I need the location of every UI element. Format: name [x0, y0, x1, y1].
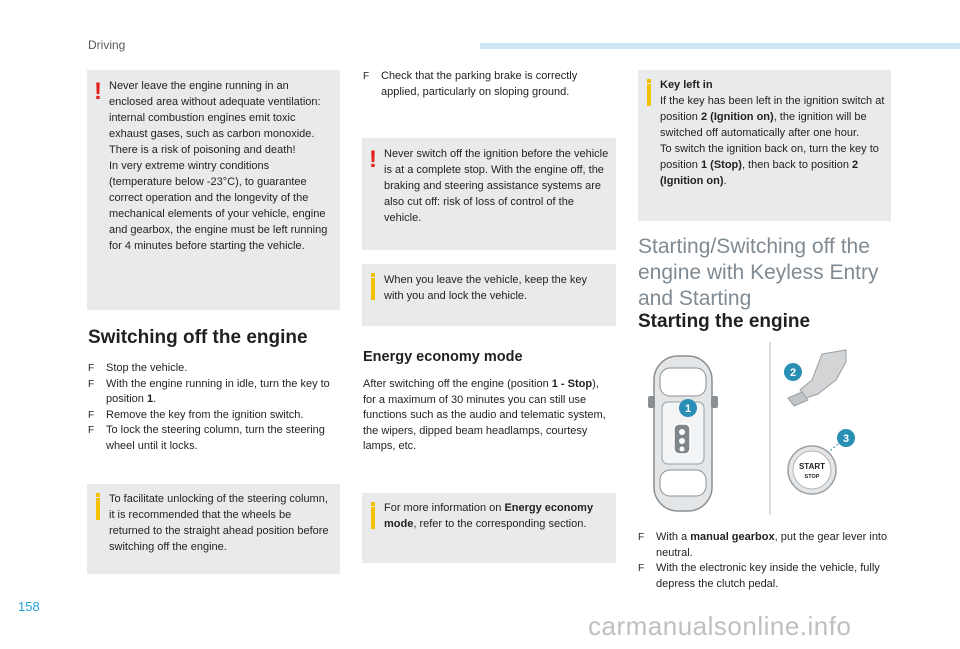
start-stop-button-icon	[788, 446, 836, 494]
chapter-title: Starting/Switching off the engine with Keyless Entry and Starting	[638, 235, 879, 310]
header-bar	[480, 43, 960, 49]
info-text: To facilitate unlocking of the steering column, it is recommended that the wheels be returned to the straight ahead position before switching off the engine.	[109, 493, 329, 553]
info-icon	[371, 278, 375, 300]
warning-icon: !	[94, 78, 102, 105]
list-item: F With the engine running in idle, turn the key to position 1.	[88, 377, 340, 408]
info-title: Key left in	[660, 79, 713, 91]
step-list	[363, 69, 613, 100]
list-item: F With the electronic key inside the vehicle, fully depress the clutch pedal.	[638, 561, 890, 592]
info-icon	[96, 498, 100, 520]
info-text: When you leave the vehicle, keep the key with you and lock the vehicle.	[384, 274, 588, 302]
callout-3	[826, 429, 855, 454]
warning-text: Never leave the engine running in an enclosed area without adequate ventilation: internal combustion engines emit toxic exhaust gases, such as carbon monoxide. There is a risk of poisoning and death!	[109, 80, 321, 156]
list-item: F Stop the vehicle.	[88, 361, 340, 377]
section-heading: Switching off the engine	[88, 327, 308, 348]
eco-paragraph: After switching off the engine (position 1 - Stop), for a maximum of 30 minutes you can still use functions such as the audio and telematic system, the wipers, dipped beam headlamps, courtesy lamps, etc.	[363, 378, 606, 452]
svg-text:START: START	[798, 462, 826, 471]
section-label: Driving	[88, 38, 126, 52]
info-text: To switch the ignition back on, turn the key to position 1 (Stop), then back to position 2 (Ignition on).	[660, 143, 879, 187]
callout-2	[784, 363, 802, 381]
step-list	[88, 361, 340, 454]
keyless-start-illustration	[640, 340, 880, 520]
info-box-key	[362, 264, 616, 326]
watermark: carmanualsonline.info	[588, 611, 852, 641]
page-number: 158	[18, 599, 40, 614]
sub-heading: Energy economy mode	[363, 349, 523, 365]
info-box-energy	[362, 493, 616, 563]
info-icon	[371, 507, 375, 529]
svg-text:1: 1	[684, 403, 692, 415]
list-item: F With a manual gearbox, put the gear lever into neutral.	[638, 530, 890, 561]
callout-1	[679, 399, 697, 417]
info-text: For more information on Energy economy mode, refer to the corresponding section.	[384, 502, 594, 530]
list-item: F To lock the steering column, turn the steering wheel until it locks.	[88, 423, 340, 454]
info-icon	[647, 84, 651, 106]
warning-box-engine-running	[87, 70, 340, 310]
step-list	[638, 530, 890, 592]
warning-icon: !	[369, 146, 377, 173]
svg-text:STOP: STOP	[804, 474, 820, 480]
svg-text:3: 3	[842, 433, 850, 445]
section-heading: Starting the engine	[638, 311, 811, 332]
list-item: F Remove the key from the ignition switch.	[88, 408, 340, 424]
warning-text: In very extreme wintry conditions (temperature below -23°C), to guarantee correct operation and the longevity of the mechanical elements of your vehicle, engine and gearbox, the engine must be left running for 4 minutes before starting the vehicle.	[109, 160, 328, 252]
warning-box-ignition	[362, 138, 616, 250]
key-fob-icon	[674, 424, 690, 454]
list-item: F Check that the parking brake is correctly applied, particularly on sloping ground.	[363, 69, 613, 100]
svg-text:2: 2	[789, 367, 797, 379]
info-text: If the key has been left in the ignition switch at position 2 (Ignition on), the ignition will be switched off automatically after one hour.	[660, 95, 885, 139]
warning-text: Never switch off the ignition before the vehicle is at a complete stop. With the engine off, the braking and steering assistance systems are also cut off: risk of loss of control of the vehicle.	[384, 148, 609, 224]
info-box-steering	[87, 484, 340, 574]
info-box-key-left	[638, 70, 891, 221]
